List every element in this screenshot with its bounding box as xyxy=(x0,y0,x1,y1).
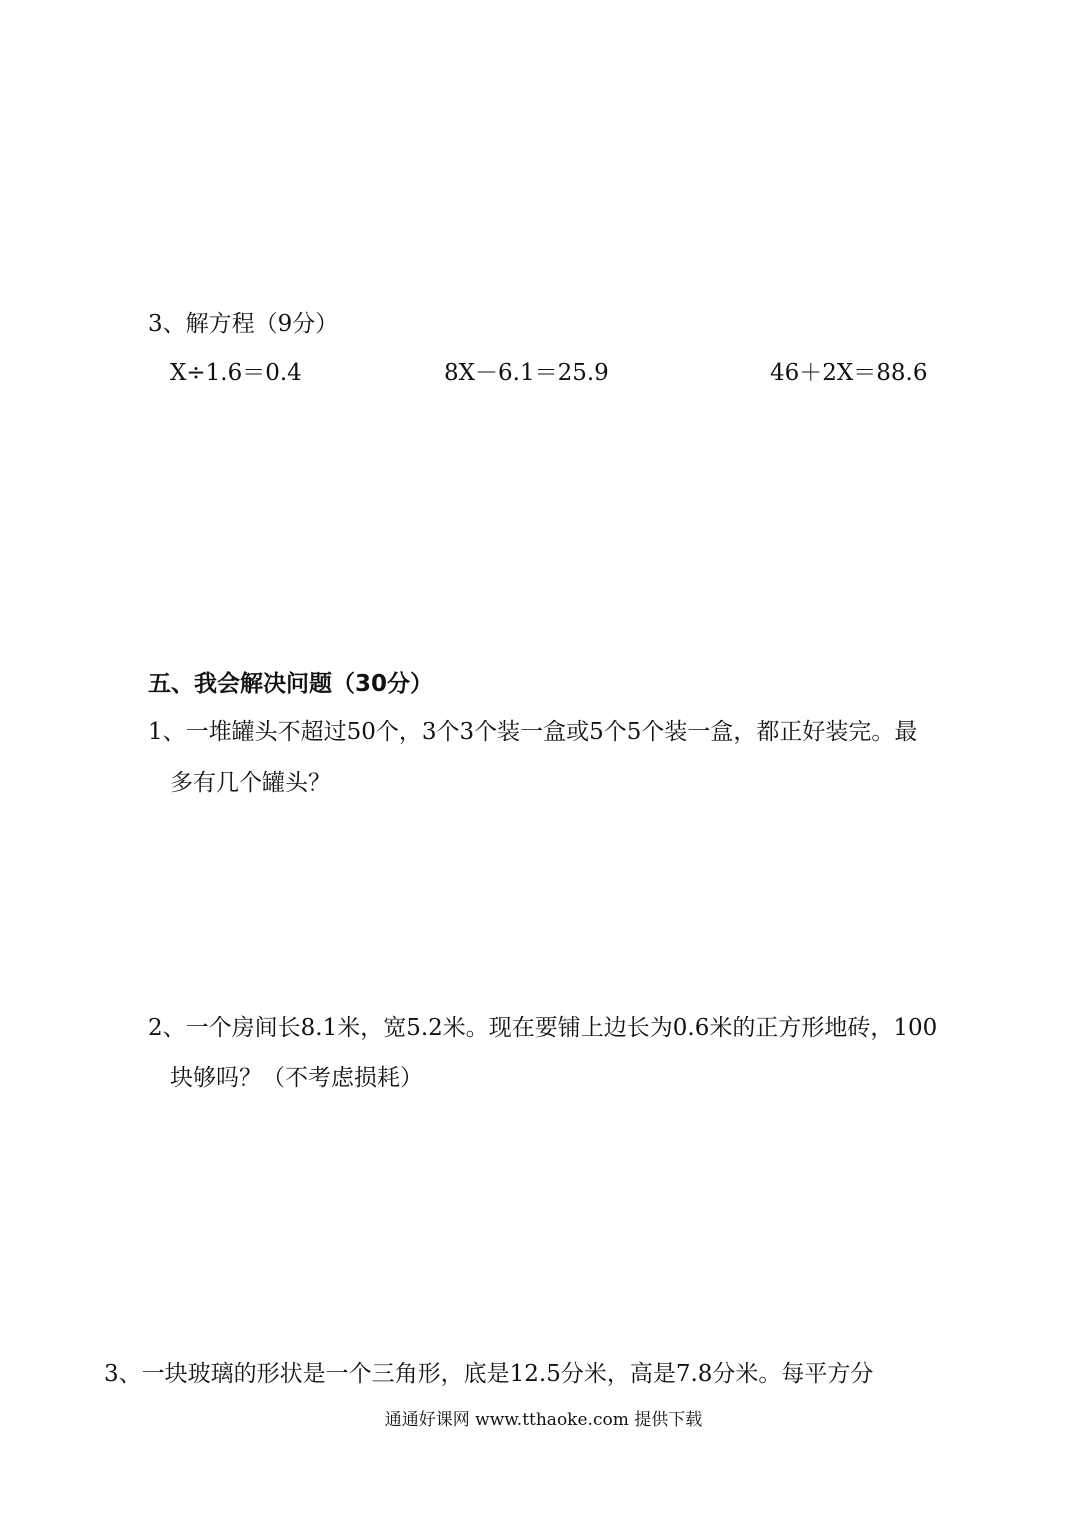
equation-1: X÷1.6＝0.4 xyxy=(170,360,302,386)
footer-text: 通通好课网 www.tthaoke.com 提供下载 xyxy=(384,1410,703,1430)
problems-heading: 五、我会解决问题（30分） xyxy=(148,671,434,697)
equation-2: 8X－6.1＝25.9 xyxy=(444,360,609,386)
problem-2-line-1: 2、一个房间长8.1米，宽5.2米。现在要铺上边长为0.6米的正方形地砖，100 xyxy=(148,1015,938,1041)
problem-3-line-1: 3、一块玻璃的形状是一个三角形，底是12.5分米，高是7.8分米。每平方分 xyxy=(104,1361,874,1387)
problem-1-line-1: 1、一堆罐头不超过50个，3个3个装一盒或5个5个装一盒，都正好装完。最 xyxy=(148,719,918,745)
equations-heading: 3、解方程（9分） xyxy=(148,311,339,337)
problem-2-line-2: 块够吗？（不考虑损耗） xyxy=(170,1065,423,1091)
equation-3: 46＋2X＝88.6 xyxy=(770,360,928,386)
problem-1-line-2: 多有几个罐头？ xyxy=(170,770,331,796)
